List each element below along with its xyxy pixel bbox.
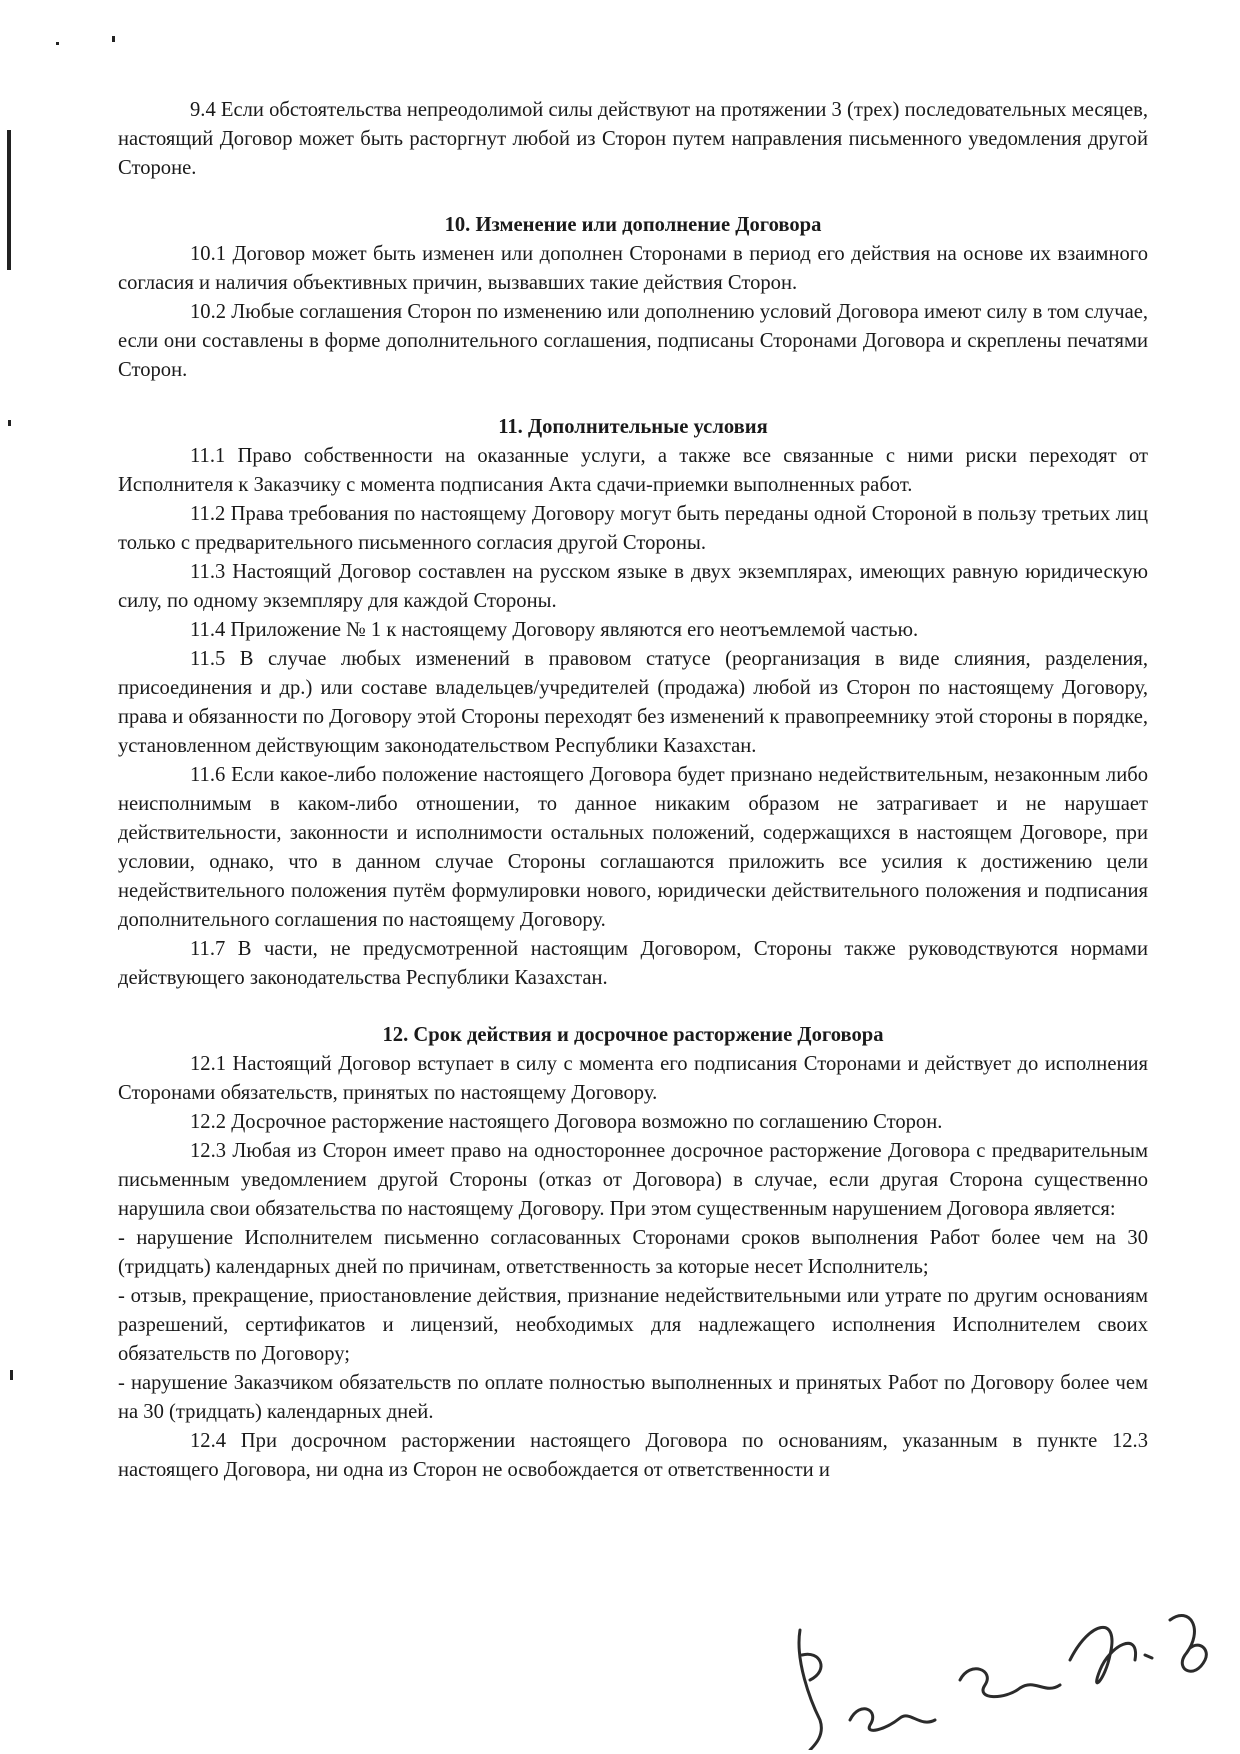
- section-heading: 10. Изменение или дополнение Договора: [444, 214, 822, 236]
- list-item: - отзыв, прекращение, приостановление действия, признание недействительными или утрате по другим основаниям разрешений, сертификатов и лицензий, необходимых для надлежащего исполнения Исполнителем своих обязательств по Договору;: [118, 1285, 1148, 1365]
- section-12: [118, 1021, 1148, 1485]
- paragraph-11-3: 11.3 Настоящий Договор составлен на русском языке в двух экземплярах, имеющих равную юридическую силу, по одному экземпляру для каждой Стороны.: [118, 561, 1148, 612]
- paragraph-11-2: 11.2 Права требования по настоящему Договору могут быть переданы одной Стороной в пользу третьих лиц только с предварительного письменного согласия другой Стороны.: [118, 503, 1148, 554]
- section-11: [118, 413, 1148, 993]
- section-heading: 11. Дополнительные условия: [498, 416, 768, 438]
- intro-block: [118, 96, 1148, 183]
- paragraph-12-2: 12.2 Досрочное расторжение настоящего Договора возможно по соглашению Сторон.: [190, 1111, 943, 1133]
- paragraph-12-4: 12.4 При досрочном расторжении настоящего Договора по основаниям, указанным в пункте 12.3 настоящего Договора, ни одна из Сторон не освобождается от ответственности и: [118, 1430, 1148, 1481]
- paragraph-11-1: 11.1 Право собственности на оказанные услуги, а также все связанные с ними риски переходят от Исполнителя к Заказчику с момента подписания Акта сдачи-приемки выполненных работ.: [118, 445, 1148, 496]
- scan-artifact: [8, 420, 11, 426]
- scan-artifact: [56, 42, 59, 45]
- scan-artifact: [7, 130, 11, 270]
- paragraph-11-4: 11.4 Приложение № 1 к настоящему Договору являются его неотъемлемой частью.: [190, 619, 919, 641]
- paragraph-11-7: 11.7 В части, не предусмотренной настоящим Договором, Стороны также руководствуются нормами действующего законодательства Республики Казахстан.: [118, 938, 1148, 989]
- scan-artifact: [112, 36, 115, 42]
- paragraph-12-3: 12.3 Любая из Сторон имеет право на одностороннее досрочное расторжение Договора с предварительным письменным уведомлением другой Стороны (отказ от Договора) в случае, если другая Сторона существенно нарушила свои обязательства по настоящему Договору. При этом существенным нарушением Договора является:: [118, 1140, 1148, 1220]
- paragraph-9-4: 9.4 Если обстоятельства непреодолимой силы действуют на протяжении 3 (трех) последовательных месяцев, настоящий Договор может быть расторгнут любой из Сторон путем направления письменного уведомления другой Стороне.: [118, 99, 1148, 179]
- scan-artifact: [10, 1370, 13, 1380]
- document-body: [118, 96, 1148, 1485]
- paragraph-10-2: 10.2 Любые соглашения Сторон по изменению или дополнению условий Договора имеют силу в том случае, если они составлены в форме дополнительного соглашения, подписаны Сторонами Договора и скреплены печатями Сторон.: [118, 301, 1148, 381]
- paragraph-10-1: 10.1 Договор может быть изменен или дополнен Сторонами в период его действия на основе их взаимного согласия и наличия объективных причин, вызвавших такие действия Сторон.: [118, 243, 1148, 294]
- handwritten-signature: [790, 1600, 1210, 1750]
- list-item: - нарушение Исполнителем письменно согласованных Сторонами сроков выполнения Работ более чем на 30 (тридцать) календарных дней по причинам, ответственность за которые несет Исполнитель;: [118, 1227, 1148, 1278]
- section-10: [118, 211, 1148, 385]
- paragraph-11-6: 11.6 Если какое-либо положение настоящего Договора будет признано недействительным, незаконным либо неисполнимым в каком-либо отношении, то данное никаким образом не затрагивает и не нарушает действительности, законности и исполнимости остальных положений, содержащихся в настоящем Договоре, при условии, однако, что в данном случае Стороны соглашаются приложить все усилия к достижению цели недействительного положения путём формулировки нового, юридически действительного положения и подписания дополнительного соглашения по настоящему Договору.: [118, 764, 1148, 931]
- paragraph-12-1: 12.1 Настоящий Договор вступает в силу с момента его подписания Сторонами и действует до исполнения Сторонами обязательств, принятых по настоящему Договору.: [118, 1053, 1148, 1104]
- section-heading: 12. Срок действия и досрочное расторжение Договора: [382, 1024, 884, 1046]
- paragraph-11-5: 11.5 В случае любых изменений в правовом статусе (реорганизация в виде слияния, разделения, присоединения и др.) или составе владельцев/учредителей (продажа) любой из Сторон по настоящему Договору, права и обязанности по Договору этой Стороны переходят без изменений к правопреемнику этой стороны в порядке, установленном действующим законодательством Республики Казахстан.: [118, 648, 1148, 757]
- list-item: - нарушение Заказчиком обязательств по оплате полностью выполненных и принятых Работ по Договору более чем на 30 (тридцать) календарных дней.: [118, 1372, 1148, 1423]
